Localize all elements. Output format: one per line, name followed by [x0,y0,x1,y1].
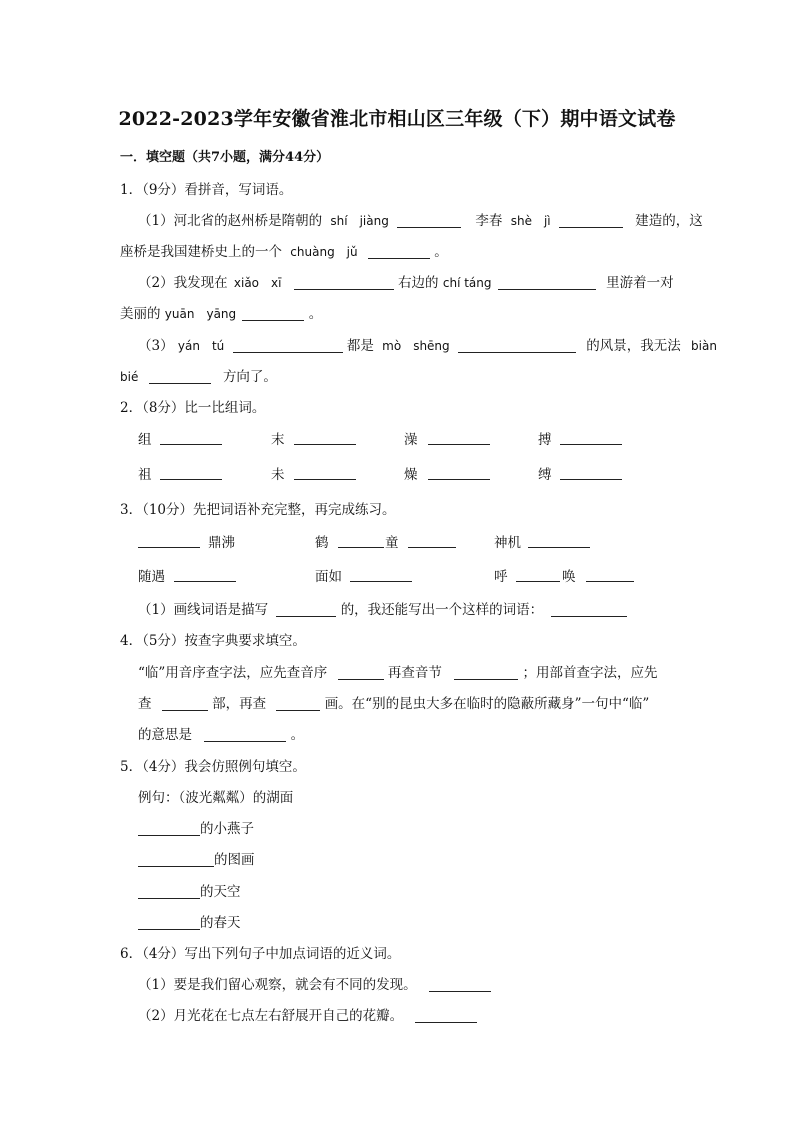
question-3-heading: 3．（10分）先把词语补充完整，再完成练习。 [120,502,396,518]
q6-text: （1）要是我们留心观察，就会有不同的发现。 [138,977,417,993]
question-1-line-1 [138,209,703,229]
q4-text: ；用部首查字法，应先 [522,665,658,681]
answer-blank[interactable] [397,213,461,228]
idiom-part: 神机 [494,535,521,551]
q1-text: 都是 [346,338,374,354]
q5-text: 的小燕子 [200,821,254,837]
q1-text: 座桥是我国建桥史上的一个 [120,244,282,260]
question-5-item [138,880,241,900]
idiom-part: 童 [385,535,399,551]
answer-blank[interactable] [138,915,200,930]
q3-text: 的，我还能写出一个这样的词语： [340,602,544,618]
answer-blank[interactable] [498,275,596,290]
idiom-part: 随遇 [138,569,165,585]
q1-text: （2）我发现在 [138,275,228,291]
q4-text: “临”用音序查字法，应先查音序 [138,665,328,681]
answer-blank[interactable] [276,602,336,617]
answer-blank[interactable] [516,567,560,582]
question-4-line-3 [138,723,304,743]
question-6-heading: 6．（4分）写出下列句子中加点词语的近义词。 [120,946,401,962]
q4-text: 画。在“别的昆虫大多在临时的隐蔽所藏身”一句中“临” [324,696,650,712]
q4-text: 。 [290,727,305,743]
answer-blank[interactable] [160,465,222,480]
character: 澡 [404,432,418,448]
question-2-row-1 [0,428,794,450]
answer-blank[interactable] [138,533,200,548]
question-5-example: 例句：（波光粼粼）的湖面 [138,790,294,806]
answer-blank[interactable] [242,306,304,321]
question-5-item [138,848,255,868]
character: 燥 [404,467,418,483]
answer-blank[interactable] [294,430,356,445]
answer-blank[interactable] [350,567,412,582]
question-3-row-1 [0,531,794,553]
q5-text: 的图画 [214,852,255,868]
q1-text: 李春 [475,213,503,229]
question-6-sub-2 [138,1004,477,1024]
answer-blank[interactable] [138,821,200,836]
q6-text: （2）月光花在七点左右舒展开自己的花瓣。 [138,1008,404,1024]
answer-blank[interactable] [528,533,590,548]
q1-text: 里游着一对 [606,275,674,291]
answer-blank[interactable] [559,213,623,228]
q4-text: 部，再查 [212,696,267,712]
question-1-line-2 [120,240,448,260]
answer-blank[interactable] [458,338,576,353]
q1-text: 。 [308,306,323,322]
answer-blank[interactable] [429,977,491,992]
q3-text: （1）画线词语是描写 [138,602,269,618]
answer-blank[interactable] [233,338,343,353]
q1-text: 美丽的 [120,306,161,322]
q5-text: 的春天 [200,915,241,931]
question-5-item [138,817,254,837]
q1-pinyin: chí táng [442,276,492,290]
answer-blank[interactable] [149,369,211,384]
idiom-part: 呼 [494,569,508,585]
question-3-sub-1 [138,598,627,618]
question-1-line-3 [138,271,674,291]
q1-text: （1）河北省的赵州桥是隋朝的 [138,213,323,229]
question-4-line-1 [138,661,658,681]
idiom-part: 鹤 [315,535,329,551]
q1-text: 右边的 [398,275,439,291]
question-1-line-5 [138,334,717,354]
answer-blank[interactable] [428,430,490,445]
answer-blank[interactable] [428,465,490,480]
q1-pinyin: xiǎo xī [233,276,282,290]
idiom-part: 面如 [315,569,342,585]
answer-blank[interactable] [174,567,236,582]
q1-pinyin: yán tú [177,339,225,353]
character: 搏 [538,432,552,448]
character: 缚 [538,467,552,483]
q1-pinyin: bié [120,370,139,384]
idiom-part: 鼎沸 [208,535,235,551]
question-2-heading: 2．（8分）比一比组词。 [120,400,266,416]
answer-blank[interactable] [586,567,634,582]
answer-blank[interactable] [160,430,222,445]
question-5-heading: 5．（4分）我会仿照例句填空。 [120,759,306,775]
q1-pinyin: yuān yāng [164,307,237,321]
q1-text: 方向了。 [222,369,277,385]
character: 祖 [138,467,152,483]
q1-pinyin: mò shēng [382,339,450,353]
answer-blank[interactable] [551,602,627,617]
page-title: 2022-2023学年安徽省淮北市相山区三年级（下）期中语文试卷 [118,108,676,130]
question-4-line-2 [138,692,649,712]
character: 末 [271,432,285,448]
q1-pinyin: chuàng jǔ [290,245,358,259]
answer-blank[interactable] [162,696,208,711]
q1-text: 。 [434,244,448,260]
q1-pinyin: shè jì [510,214,551,228]
answer-blank[interactable] [338,533,384,548]
answer-blank[interactable] [454,665,518,680]
q1-pinyin: biàn [691,339,717,353]
question-1-heading: 1．（9分）看拼音，写词语。 [120,182,293,198]
answer-blank[interactable] [408,533,456,548]
q5-text: 的天空 [200,884,241,900]
idiom-part: 唤 [562,569,576,585]
question-1-line-4 [120,302,322,322]
answer-blank[interactable] [560,430,622,445]
answer-blank[interactable] [138,852,214,867]
answer-blank[interactable] [294,465,356,480]
answer-blank[interactable] [368,244,430,259]
q1-text: 的风景，我无法 [586,338,681,354]
character: 组 [138,432,152,448]
character: 未 [271,467,285,483]
q4-text: 再查音节 [387,665,442,681]
question-5-item [138,911,241,931]
answer-blank[interactable] [415,1008,477,1023]
q1-text: 建造的，这 [635,213,703,229]
q1-pinyin: shí jiàng [330,214,389,228]
answer-blank[interactable] [560,465,622,480]
question-6-sub-1 [138,973,491,993]
answer-blank[interactable] [294,275,394,290]
section-heading: 一．填空题（共7小题，满分44分） [120,150,330,165]
q4-text: 查 [138,696,152,712]
q4-text: 的意思是 [138,727,192,743]
question-1-line-6 [120,365,277,385]
answer-blank[interactable] [338,665,384,680]
question-3-row-2 [0,565,794,587]
q1-text: （3） [138,338,174,354]
answer-blank[interactable] [204,727,286,742]
question-4-heading: 4．（5分）按查字典要求填空。 [120,633,306,649]
question-2-row-2 [0,463,794,485]
answer-blank[interactable] [276,696,320,711]
answer-blank[interactable] [138,884,200,899]
